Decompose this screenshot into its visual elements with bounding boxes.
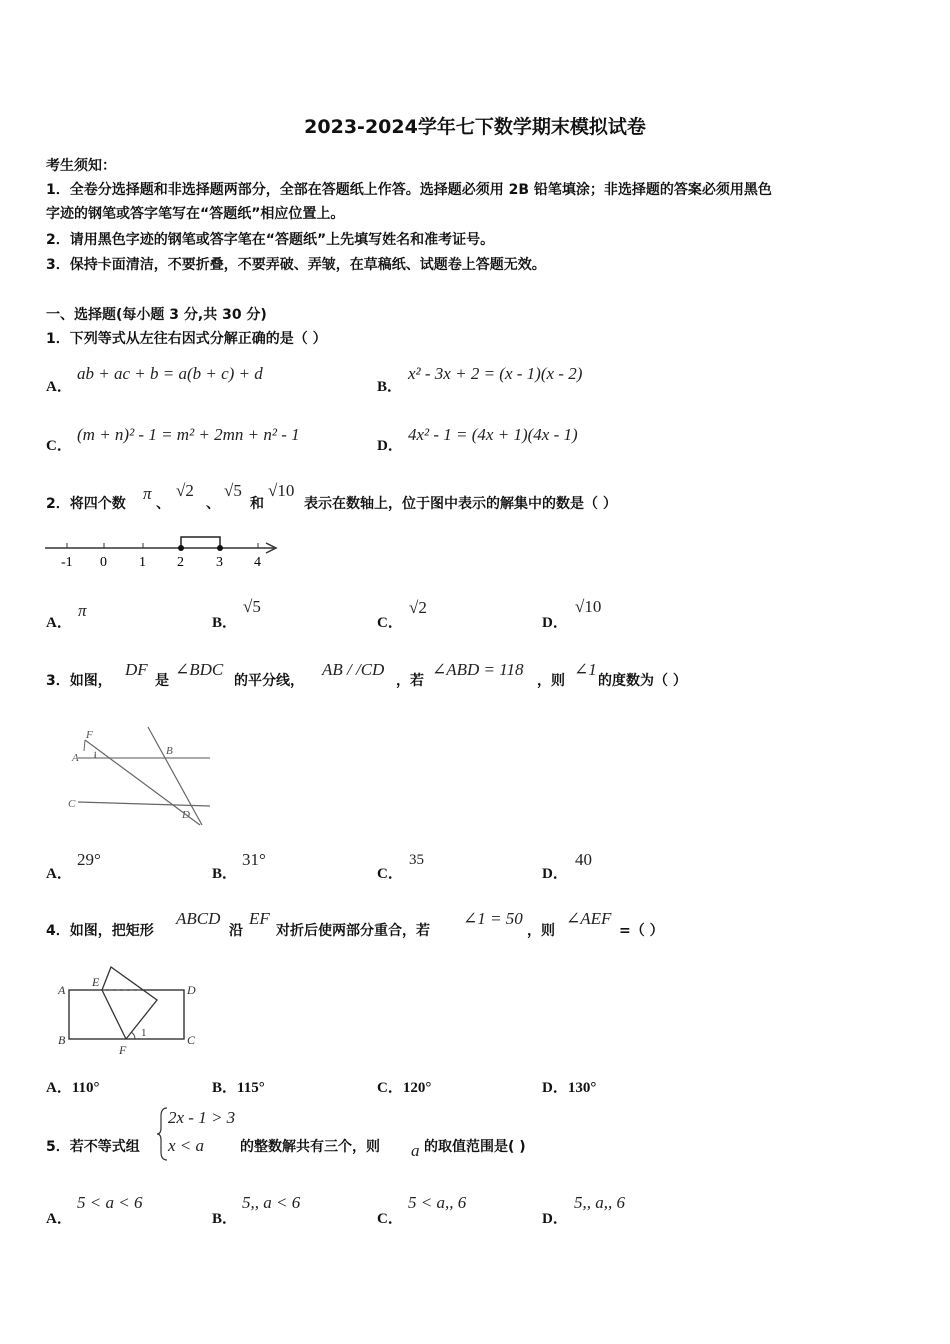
q5-p1: 5．若不等式组 (46, 1139, 140, 1155)
line-bd (148, 727, 202, 825)
q4-abcd: ABCD (176, 909, 221, 928)
q5-label-d: D． (542, 1211, 568, 1227)
q2-sqrt10: √10 (268, 481, 295, 500)
rectangle-abcd (69, 990, 184, 1039)
q5-label-a: A． (46, 1211, 72, 1227)
label-d: D (187, 983, 196, 997)
q2-sep-2: 、 (206, 496, 220, 512)
q1-label-a: A． (46, 379, 72, 395)
q3-bdc: ∠BDC (175, 660, 224, 679)
tick-label-4: 4 (254, 555, 261, 570)
q5-option-a: 5 < a < 6 (77, 1193, 143, 1212)
label-f: F (86, 729, 93, 741)
q4-value-c: 120° (402, 1080, 432, 1096)
q2-option-a: π (78, 601, 87, 620)
q4-option-d (542, 1076, 596, 1097)
q4-ef: EF (249, 909, 270, 928)
tick-label-3: 3 (216, 555, 223, 570)
q3-abd: ∠ABD = 118 (432, 660, 524, 679)
number-line (40, 530, 290, 570)
q2-label-a: A． (46, 615, 72, 631)
tick-label-0: 0 (100, 555, 107, 570)
solution-dot-2 (178, 545, 184, 551)
q1-option-d: 4x² - 1 = (4x + 1)(4x - 1) (408, 425, 578, 444)
q3-option-d: 40 (575, 850, 592, 869)
q3-p6: 的度数为（ ） (598, 673, 687, 689)
q4-label-a: A． (46, 1080, 72, 1096)
label-a: A (58, 983, 66, 997)
q1-label-c: C． (46, 438, 72, 454)
folded-flap (102, 967, 157, 1039)
notice-line-1b: 字迹的钢笔或答字笔写在“答题纸”相应位置上。 (46, 206, 345, 222)
notice-line-1a: 1．全卷分选择题和非选择题两部分，全部在答题纸上作答。选择题必须用 2B 铅笔填涂；非选择题的答案必须用黑色 (46, 182, 772, 198)
q5-label-b: B． (212, 1211, 238, 1227)
q5-p3: 的取值范围是( ) (424, 1139, 526, 1155)
q3-p4: ，若 (396, 673, 424, 689)
label-1: 1 (93, 750, 98, 760)
q4-label-d: D． (542, 1080, 568, 1096)
q2-and: 和 (250, 496, 264, 512)
label-f: F (119, 1043, 127, 1057)
notice-line-3: 3．保持卡面清洁，不要折叠，不要弄破、弄皱，在草稿纸、试题卷上答题无效。 (46, 257, 546, 273)
q5-label-c: C． (377, 1211, 403, 1227)
q2-sqrt5: √5 (224, 481, 242, 500)
q4-option-a (46, 1076, 100, 1097)
q4-p5: =（ ） (619, 923, 664, 939)
q3-p3: 的平分线， (234, 673, 304, 689)
label-a: A (72, 752, 79, 764)
section-heading: 一、选择题(每小题 3 分,共 30 分) (46, 307, 267, 323)
q5-a: a (411, 1141, 420, 1160)
label-1: 1 (141, 1027, 147, 1039)
q3-label-b: B． (212, 866, 238, 882)
q3-angle1: ∠1 (574, 660, 597, 679)
q4-value-a: 110° (71, 1080, 100, 1096)
q5-p2: 的整数解共有三个，则 (240, 1139, 380, 1155)
q2-option-b: √5 (243, 597, 261, 616)
q1-label-d: D． (377, 438, 403, 454)
solution-dot-3 (217, 545, 223, 551)
q4-label-c: C． (377, 1080, 403, 1096)
q2-option-c: √2 (409, 598, 427, 617)
q2-sep-1: 、 (156, 496, 170, 512)
q1-option-b: x² - 3x + 2 = (x - 1)(x - 2) (408, 364, 583, 383)
q3-option-b: 31° (242, 850, 266, 869)
q1-option-a: ab + ac + b = a(b + c) + d (77, 364, 263, 383)
q2-prefix: 2．将四个数 (46, 496, 126, 512)
q3-p2: 是 (155, 673, 169, 689)
q2-label-b: B． (212, 615, 238, 631)
q2-pi: π (143, 484, 152, 503)
tick-label-1: 1 (139, 555, 146, 570)
q4-option-b (212, 1076, 265, 1097)
label-d: D (182, 809, 190, 821)
q3-option-c: 35 (409, 852, 424, 868)
label-b: B (166, 745, 173, 757)
solution-bracket (181, 537, 220, 548)
q4-p1: 4．如图，把矩形 (46, 923, 154, 939)
q3-p1: 3．如图， (46, 673, 112, 689)
notice-heading: 考生须知： (46, 158, 116, 174)
label-c: C (187, 1033, 196, 1047)
q4-p2: 沿 (229, 923, 243, 939)
tick-label-2: 2 (177, 555, 184, 570)
q2-label-d: D． (542, 615, 568, 631)
q1-stem: 1．下列等式从左往右因式分解正确的是（ ） (46, 331, 327, 347)
q3-option-a: 29° (77, 850, 101, 869)
q3-label-a: A． (46, 866, 72, 882)
q3-ab-cd: AB / /CD (322, 660, 385, 679)
q5-option-d: 5,, a,, 6 (574, 1193, 625, 1212)
q5-option-b: 5,, a < 6 (242, 1193, 301, 1212)
q4-option-c (377, 1076, 431, 1097)
q4-figure (55, 962, 205, 1058)
q4-label-b: B． (212, 1080, 238, 1096)
q3-df: DF (125, 660, 148, 679)
q2-suffix: 表示在数轴上，位于图中表示的解集中的数是（ ） (304, 496, 617, 512)
q3-p5: ，则 (537, 673, 565, 689)
q4-aef: ∠AEF (566, 909, 612, 928)
q5-system-2: x < a (168, 1136, 205, 1155)
line-ef (102, 990, 126, 1039)
angle-1-arc (131, 1032, 135, 1039)
notice-line-2: 2．请用黑色字迹的钢笔或答字笔在“答题纸”上先填写姓名和准考证号。 (46, 232, 495, 248)
q4-angle1: ∠1 = 50 (463, 909, 523, 928)
q4-value-b: 115° (237, 1080, 265, 1096)
q4-value-d: 130° (567, 1080, 597, 1096)
label-c: C (68, 798, 76, 810)
page-title: 2023-2024学年七下数学期末模拟试卷 (304, 116, 646, 138)
line-f-stub (84, 740, 85, 751)
label-e: E (92, 975, 100, 989)
label-b: B (58, 1033, 66, 1047)
q3-figure (62, 722, 217, 832)
q5-system-1: 2x - 1 > 3 (168, 1108, 236, 1127)
q4-p3: 对折后使两部分重合，若 (276, 923, 430, 939)
q2-sqrt2: √2 (176, 481, 194, 500)
q1-option-c: (m + n)² - 1 = m² + 2mn + n² - 1 (77, 425, 300, 444)
q2-label-c: C． (377, 615, 403, 631)
q3-label-c: C． (377, 866, 403, 882)
q4-p4: ，则 (527, 923, 555, 939)
q3-label-d: D． (542, 866, 568, 882)
q2-option-d: √10 (575, 597, 602, 616)
q1-label-b: B． (377, 379, 403, 395)
q5-option-c: 5 < a,, 6 (408, 1193, 467, 1212)
tick-label-m1: -1 (61, 555, 73, 570)
